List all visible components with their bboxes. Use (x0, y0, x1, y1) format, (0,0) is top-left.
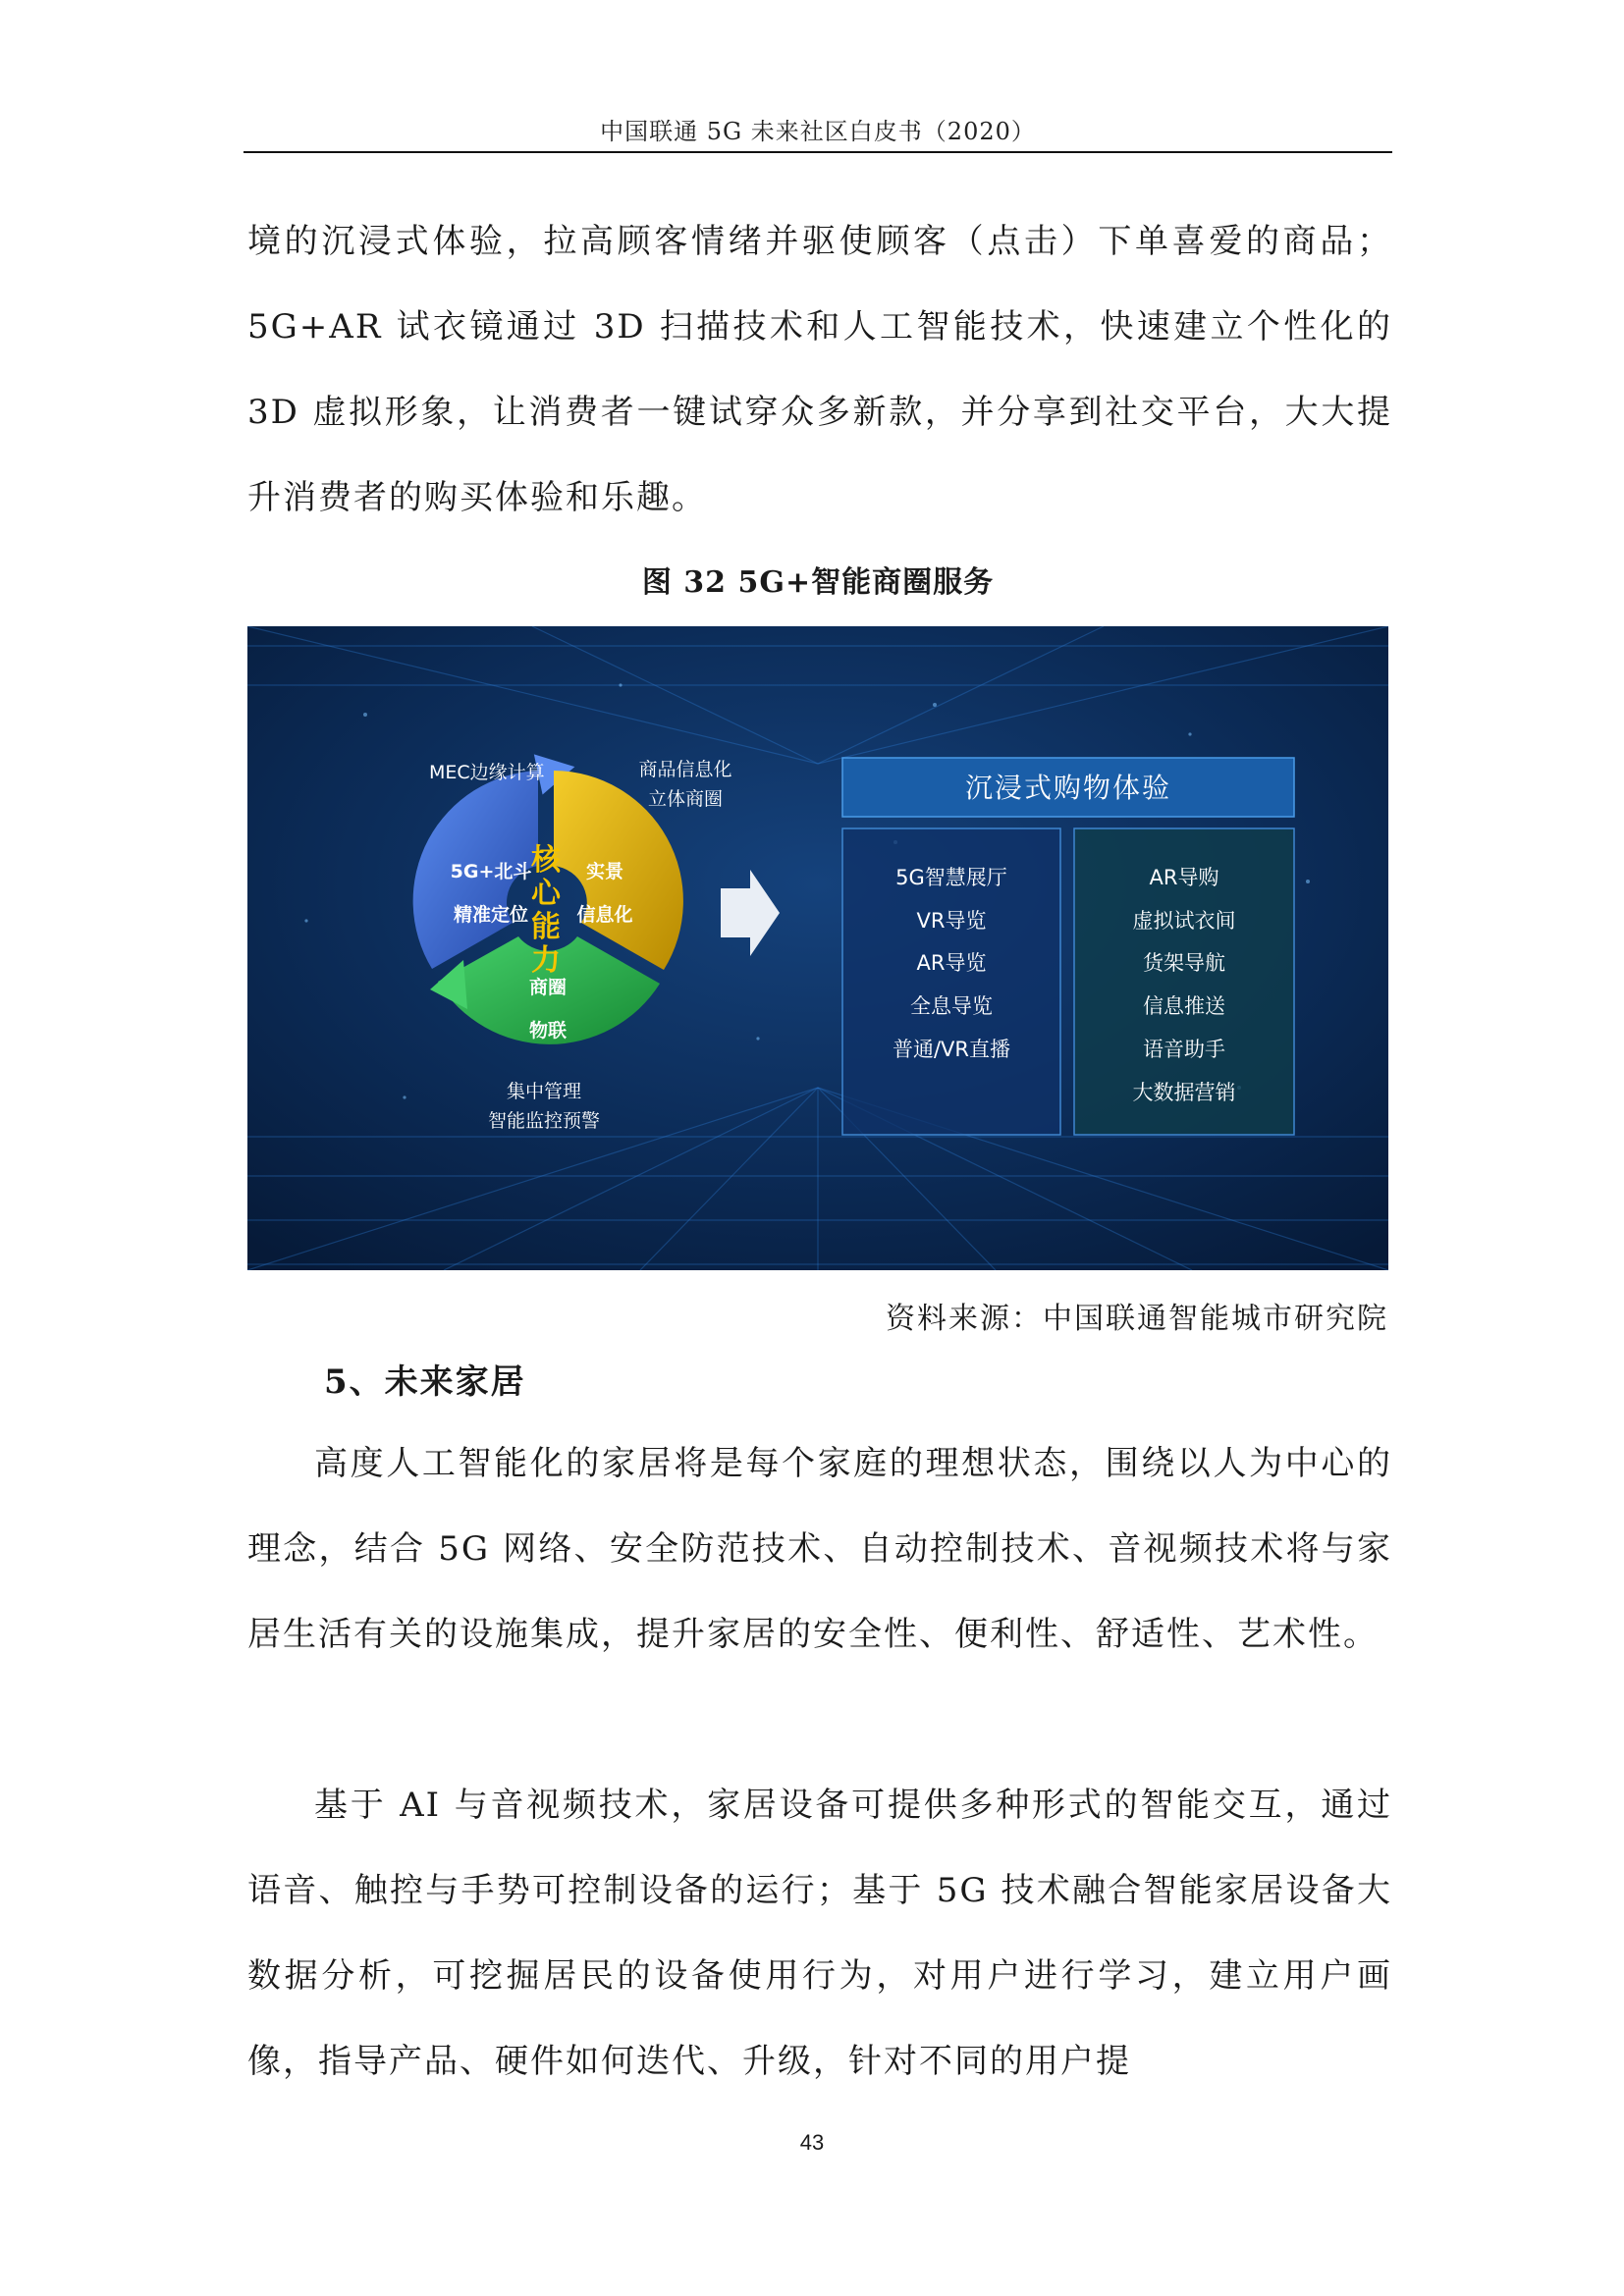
figure-source: 资料来源：中国联通智能城市研究院 (886, 1302, 1388, 1336)
running-header: 中国联通 5G 未来社区白皮书（2020） (600, 118, 1036, 145)
segment-green-line2: 物联 (528, 1020, 568, 1041)
right-list-item-2: 虚拟试衣间 (1132, 909, 1236, 933)
right-list-item-6: 大数据营销 (1132, 1081, 1236, 1104)
right-list-item-4: 信息推送 (1143, 994, 1225, 1018)
paragraph-future-home-ai: 基于 AI 与音视频技术，家居设备可提供多种形式的智能交互，通过语音、触控与手势可控制设备的运行；基于 5G 技术融合智能家居设备大数据分析，可挖掘居民的设备使用行为，对用户进行学习，建立用户画像，指导产品、硬件如何迭代、升级，针对不同的用户提 (247, 1786, 1392, 2081)
label-mec: MEC边缘计算 (429, 762, 545, 783)
core-char-2: 心 (531, 877, 561, 911)
segment-blue-line1: 5G+北斗 (450, 861, 532, 882)
segment-yellow-line2: 信息化 (576, 904, 633, 926)
segment-blue-line2: 精准定位 (453, 904, 529, 926)
left-list-item-2: VR导览 (916, 909, 987, 933)
section-title-future-home: 5、未来家居 (324, 1362, 526, 1402)
segment-green-line1: 商圈 (528, 977, 568, 998)
core-char-1: 核 (531, 843, 561, 878)
right-list-item-3: 货架导航 (1143, 951, 1225, 975)
figure-smart-business-district (247, 626, 1388, 1270)
segment-yellow-line1: 实景 (585, 861, 624, 882)
label-commodity-line2: 立体商圈 (647, 788, 724, 810)
label-manage-line1: 集中管理 (506, 1081, 582, 1102)
core-char-4: 力 (531, 943, 561, 978)
paragraph-future-home-intro: 高度人工智能化的家居将是每个家庭的理想状态，围绕以人为中心的理念，结合 5G 网络、安全防范技术、自动控制技术、音视频技术将与家居生活有关的设施集成，提升家居的安全性、便利性、舒适性、艺术性。 (247, 1444, 1392, 1654)
right-list-item-1: AR导购 (1149, 866, 1219, 889)
right-list-item-5: 语音助手 (1143, 1038, 1225, 1061)
left-list-item-1: 5G智慧展厅 (895, 866, 1007, 889)
header-rule (244, 151, 1392, 153)
paragraph-shopping-experience: 境的沉浸式体验，拉高顾客情绪并驱使顾客（点击）下单喜爱的商品；5G+AR 试衣镜通过 3D 扫描技术和人工智能技术，快速建立个性化的 3D 虚拟形象，让消费者一键试穿众多新款，并分享到社交平台，大大提升消费者的购买体验和乐趣。 (247, 222, 1392, 517)
page-number: 43 (799, 2130, 825, 2155)
label-commodity-line1: 商品信息化 (638, 759, 732, 780)
core-char-3: 能 (531, 910, 561, 944)
left-list-item-5: 普通/VR直播 (892, 1038, 1011, 1061)
left-list-item-4: 全息导览 (910, 994, 993, 1018)
figure-caption: 图 32 5G+智能商圈服务 (641, 565, 995, 600)
left-list-item-3: AR导览 (916, 951, 987, 975)
panel-title: 沉浸式购物体验 (964, 772, 1172, 804)
label-manage-line2: 智能监控预警 (487, 1110, 601, 1132)
